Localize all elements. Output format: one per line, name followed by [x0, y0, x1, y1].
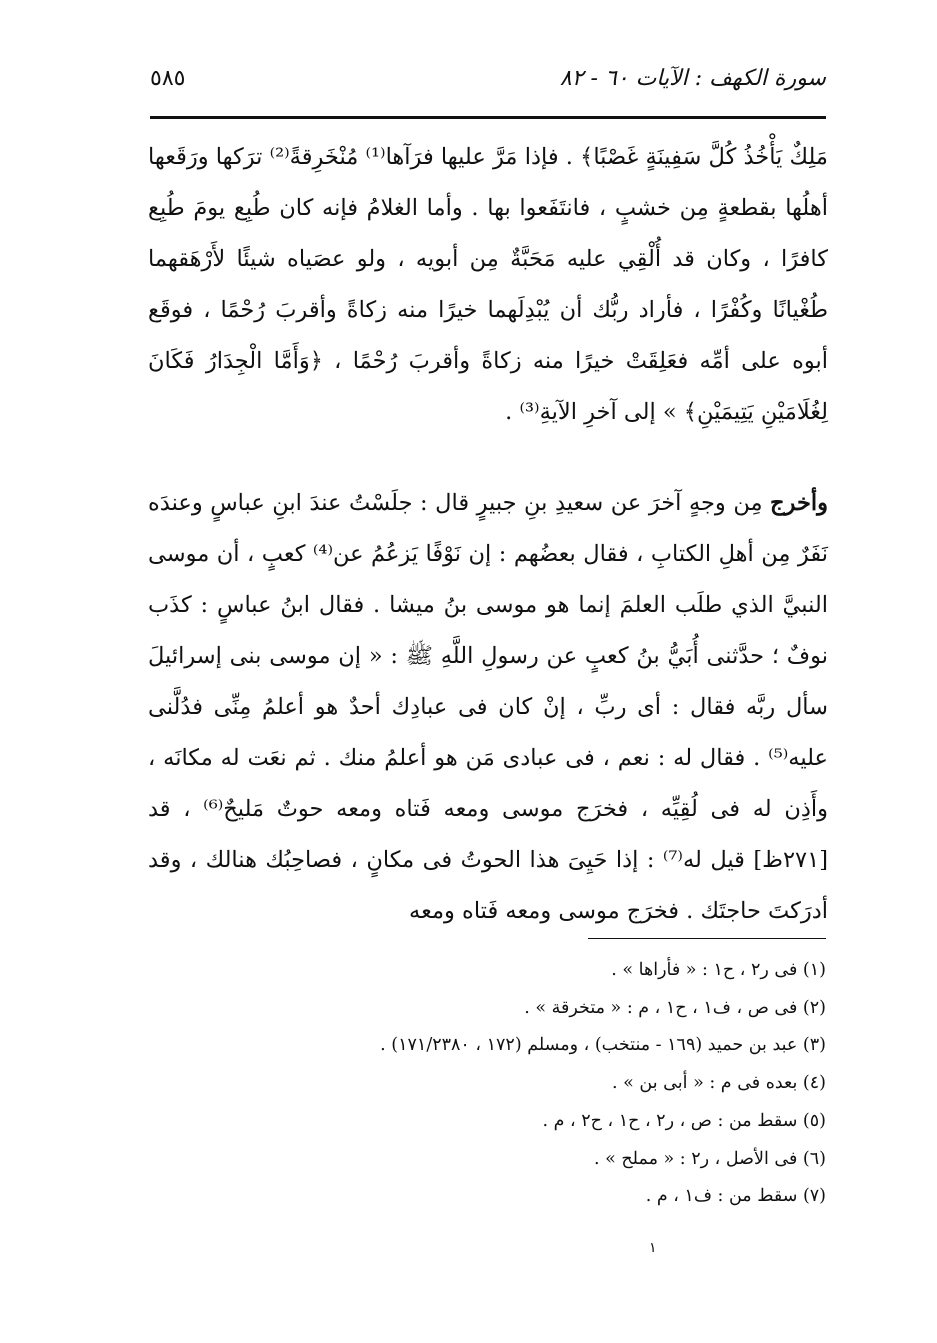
- page-header: [150, 62, 826, 102]
- footnote-separator: [588, 938, 826, 939]
- footnote-5: (٥) سقط من : ص ، ر٢ ، ح١ ، ح٢ ، م .: [542, 1110, 826, 1131]
- body-paragraph-2: [148, 478, 828, 937]
- header-rule: [150, 116, 826, 119]
- footnote-4: (٤) بعده فى م : « أبى بن » .: [612, 1073, 826, 1094]
- footnote-1: (١) فى ر٢ ، ح١ : « فأراها » .: [611, 960, 826, 980]
- footnote-3: (٣) عبد بن حميد (١٦٩ - منتخب) ، ومسلم (١٧٢ ، ١٧١/٢٣٨٠) .: [380, 1035, 826, 1056]
- paragraph-2-lead-in: وأخرج: [770, 490, 828, 516]
- page-mark: ١: [649, 1240, 657, 1256]
- running-title: سورة الكهف : الآيات ٦٠ - ٨٢: [559, 66, 826, 91]
- page-number: ٥٨٥: [150, 66, 186, 91]
- footnote-2: (٢) فى ص ، ف١ ، ح١ ، م : « متخرقة » .: [524, 997, 826, 1018]
- footnote-7: (٧) سقط من : ف١ ، م .: [645, 1186, 826, 1207]
- footnote-6: (٦) فى الأصل ، ر٢ : « مملح » .: [593, 1148, 826, 1169]
- paragraph-2-text: مِن وجهٍ آخرَ عن سعيدِ بنِ جبيرٍ قال : جلَسْتُ عندَ ابنِ عباسٍ وعندَه نَفَرٌ مِن أهلِ الكتابِ ، فقال بعضُهم : إن نَوْفًا يَزعُمُ عن⁽⁴⁾ كعبٍ ، أن موسى النبيَّ الذي طلَب العلمَ إنما هو موسى بنُ ميشا . فقال ابنُ عباسٍ : كذَب نوفٌ ؛ حدَّثنى أُبَيُّ بنُ كعبٍ عن رسولِ اللَّهِ ﷺ : « إن موسى بنى إسرائيلَ سأل ربَّه فقال : أى ربِّ ، إنْ كان فى عبادِك أحدٌ هو أعلمُ مِنِّى فدُلَّنى عليه⁽⁵⁾ . فقال له : نعم ، فى عبادى مَن هو أعلمُ منك . ثم نعَت له مكانَه ، وأَذِن له فى لُقِيِّه ، فخرَج موسى ومعه فَتاه ومعه حوتٌ مَليحٌ⁽⁶⁾ ، قد [٢٧١ظ] قيل له⁽⁷⁾ : إذا حَيِىَ هذا الحوتُ فى مكانٍ ، فصاحِبُك هنالك ، وقد أدرَكتَ حاجتَك . فخرَج موسى ومعه فَتاه ومعه: [148, 490, 829, 924]
- paragraph-1-text: مَلِكٌ يَأْخُذُ كُلَّ سَفِينَةٍ غَصْبًا﴾ . فإذا مَرَّ عليها فرَآها⁽¹⁾ مُنْخَرِقةً⁽²⁾ ترَكها ورَقَعها أهلُها بقطعةٍ مِن خشبٍ ، فانتَفَعوا بها . وأما الغلامُ فإنه كان طُبِع يومَ طُبِع كافرًا ، وكان قد أُلْقِي عليه مَحَبَّةٌ مِن أبويه ، ولو عصَياه شيئًا لأَرْهَقهما طُغْيانًا وكُفْرًا ، فأراد ربُّك أن يُبْدِلَهما خيرًا منه زكاةً وأقربَ رُحْمًا ، فوقَع أبوه على أمِّه فعَلِقَتْ خيرًا منه زكاةً وأقربَ رُحْمًا ، ﴿وَأَمَّا الْجِدَارُ فَكَانَ لِغُلَامَيْنِ يَتِيمَيْنِ﴾ » إلى آخرِ الآيةِ⁽³⁾ .: [148, 144, 828, 425]
- body-paragraph-1: [148, 132, 828, 438]
- footnotes: [186, 952, 826, 1216]
